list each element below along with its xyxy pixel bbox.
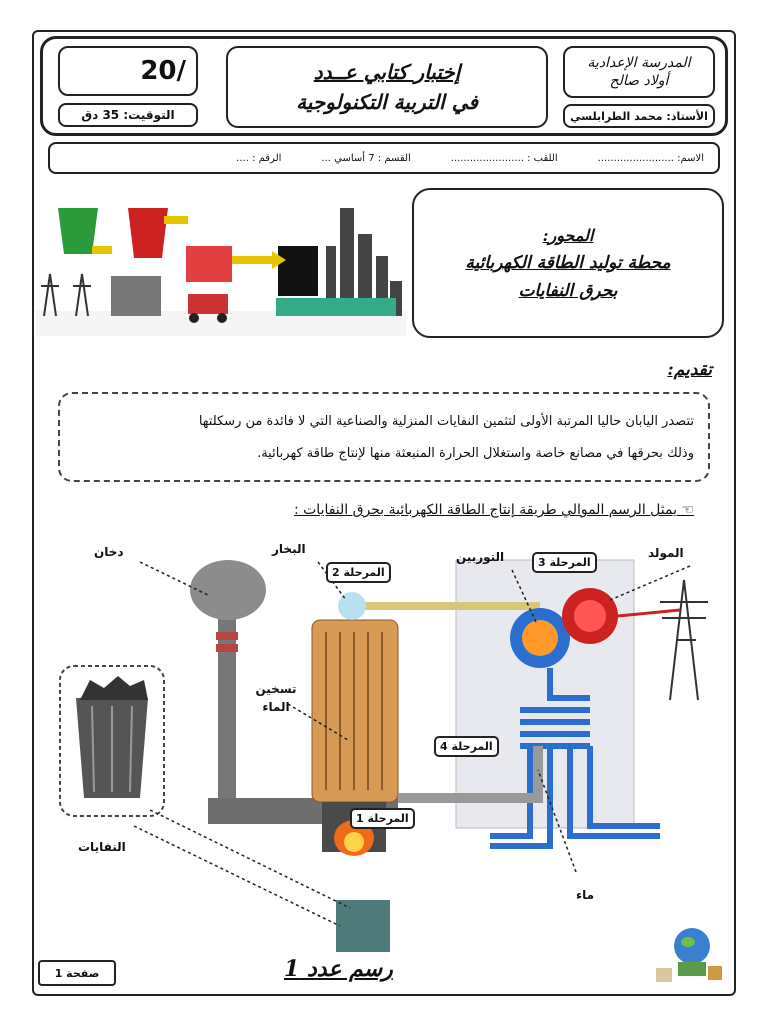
eco-mascot-icon (648, 920, 728, 986)
exam-title: إختبار كتابي عــدد (313, 60, 461, 84)
diagram-caption-text: يمثل الرسم الموالي طريقة إنتاج الطاقة الكهربائية بحرق النفايات : (293, 502, 677, 518)
label-generator: المولد (648, 546, 684, 560)
stage-1-badge: المرحلة 1 (350, 808, 415, 829)
student-class-field[interactable]: القسم : 7 أساسي ... (321, 152, 411, 164)
topic-title-line2: بحرق النفايات (518, 280, 618, 301)
label-waste: النفايات (78, 840, 126, 854)
duration-box (58, 103, 198, 127)
school-line1: المدرسة الإعدادية (587, 55, 691, 71)
label-smoke: دخان (94, 545, 124, 559)
duration: التوقيت: 35 دق (81, 108, 175, 122)
school-box (563, 46, 715, 98)
power-plant-diagram (50, 540, 720, 960)
student-name-field[interactable]: الاسم: ........................ (597, 152, 704, 164)
page-number: صفحة 1 (54, 966, 100, 980)
stage-2-badge: المرحلة 2 (326, 562, 391, 583)
label-water: ماء (576, 888, 595, 902)
diagram-caption (294, 502, 694, 518)
topic-box (412, 188, 724, 338)
score: 20/ (140, 56, 186, 86)
score-box (58, 46, 198, 96)
topic-title-line1: محطة توليد الطاقة الكهربائية (465, 252, 671, 273)
school-line2: أولاد صالح (609, 73, 669, 89)
label-heating-water: تسخين الماء (255, 682, 297, 714)
intro-heading: تقديم: (667, 360, 712, 380)
title-box (226, 46, 548, 128)
stage-4-badge: المرحلة 4 (434, 736, 499, 757)
intro-box (58, 392, 710, 482)
student-number-field[interactable]: الرقم : .... (236, 152, 282, 164)
student-surname-field[interactable]: اللقب : ....................... (450, 152, 558, 164)
intro-line2: وذلك بحرقها في مصانع خاصة واستغلال الحرارة المنبعثة منها لإنتاج طاقة كهربائية. (257, 446, 694, 461)
teacher-box (563, 104, 715, 128)
stage-3-badge: المرحلة 3 (532, 552, 597, 573)
label-turbine: التوربين (456, 550, 505, 564)
student-info-box (48, 142, 720, 174)
waste-city-illustration (36, 186, 406, 338)
figure-label: رسم عدد 1 (284, 956, 393, 982)
page-number-box (38, 960, 116, 986)
label-steam: البخار (272, 542, 306, 556)
topic-label: المحور: (542, 225, 594, 245)
exam-subject: في التربية التكنولوجية (296, 90, 478, 114)
teacher-name: الأستاذ: محمد الطرابلسي (570, 109, 708, 123)
pointer-icon: ☜ (676, 502, 694, 518)
intro-line1: تتصدر اليابان حاليا المرتبة الأولى لتثمين النفايات المنزلية والصناعية التي لا فائدة من رسكلتها (198, 414, 694, 429)
